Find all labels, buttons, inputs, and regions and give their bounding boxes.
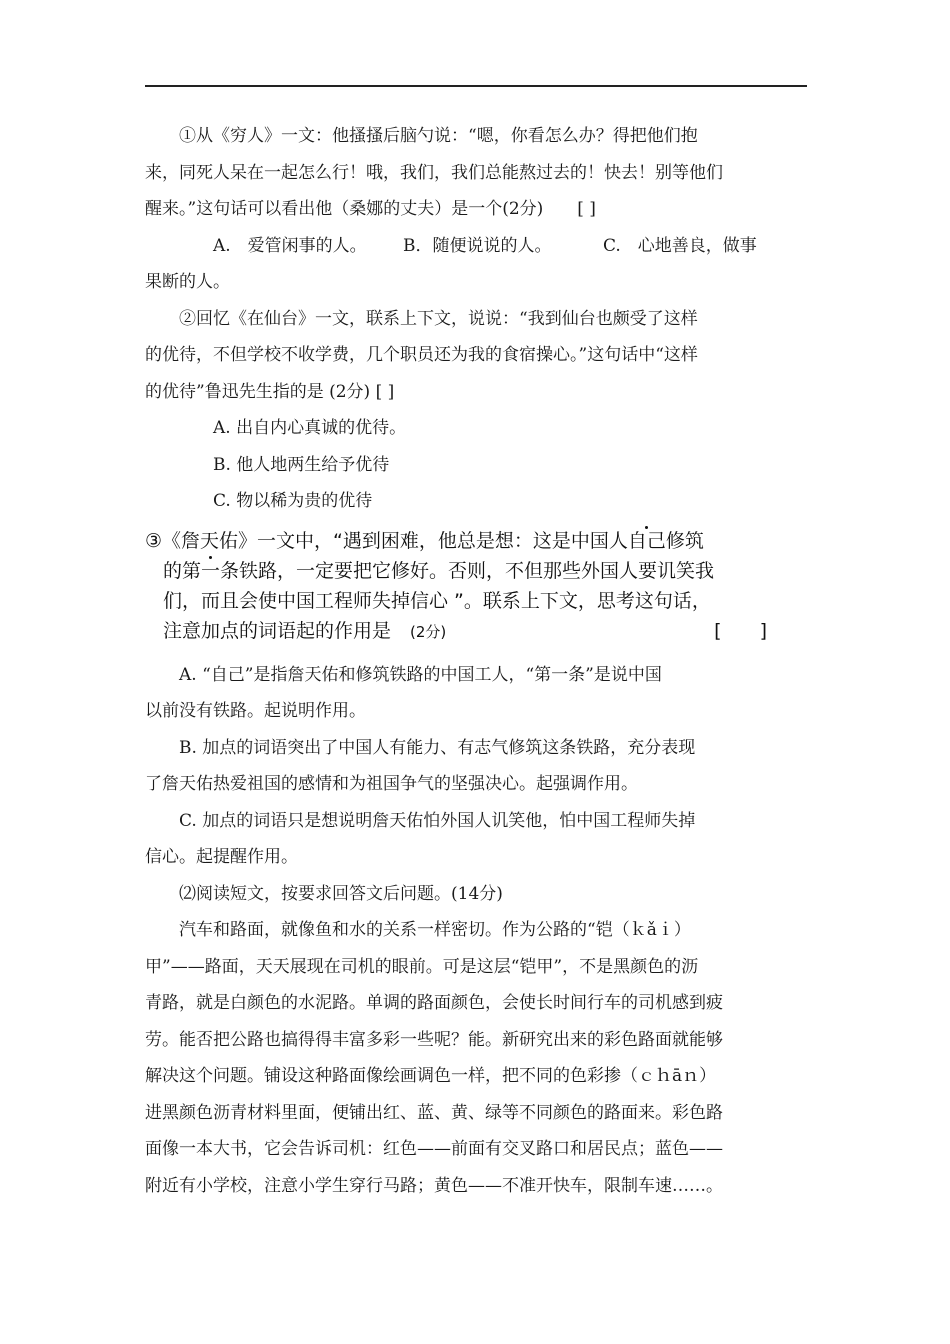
passage-line: 附近有小学校，注意小学生穿行马路；黄色——不准开快车，限制车速……。 — [145, 1175, 723, 1196]
passage-line: 解决这个问题。铺设这种路面像绘画调色一样，把不同的色彩掺（ｃｈāｎ） — [145, 1066, 717, 1086]
emphasis-dot-word: 自己 — [627, 529, 666, 552]
passage-line: 进黑颜色沥青材料里面，便铺出红、蓝、黄、绿等不同颜色的路面来。彩色路 — [145, 1102, 723, 1123]
q1-option-a: A. 爱管闲事的人。 — [213, 235, 367, 256]
q2-line: 的优待，不但学校不收学费，几个职员还为我的食宿操心。”这句话中“这样 — [145, 345, 698, 365]
q3-scanned-stem — [60, 526, 807, 647]
q2-line: 的优待”鲁迅先生指的是 (2分) [ ] — [145, 381, 395, 402]
header-rule — [145, 85, 807, 87]
passage-line: 青路，就是白颜色的水泥路。单调的路面颜色，会使长时间行车的司机感到疲 — [145, 993, 723, 1013]
passage-line: 汽车和路面，就像鱼和水的关系一样密切。作为公路的“铠（ｋǎｉ） — [179, 920, 691, 940]
q1-option-c-cont: 果断的人。 — [145, 272, 230, 292]
q2-option-b: B. 他人地两生给予优待 — [213, 454, 390, 475]
q1-options — [145, 228, 807, 265]
passage-line: 劳。能否把公路也搞得得丰富多彩一些呢？能。新研究出来的彩色路面就能够 — [145, 1029, 723, 1050]
emphasis-dot-word: 第一条 — [182, 559, 240, 582]
q2-option-a: A. 出自内心真诚的优待。 — [213, 418, 407, 438]
q2-line: ②回忆《在仙台》一文，联系上下文，说说：“我到仙台也颇受了这样 — [179, 308, 698, 329]
q3-option-b: B. 加点的词语突出了中国人有能力、有志气修筑这条铁路，充分表现 — [179, 737, 696, 758]
q3-option-a-cont: 以前没有铁路。起说明作用。 — [145, 701, 366, 721]
answer-bracket: [ ] — [714, 619, 767, 642]
q2-option-c: C. 物以稀为贵的优待 — [213, 491, 373, 511]
document-body — [145, 118, 807, 1204]
q3-stem-line: ③《詹天佑》一文中，“遇到困难，他总是想：这是中国人自己修筑 — [145, 529, 704, 552]
q1-line: 醒来。”这句话可以看出他（桑娜的丈夫）是一个(2分) [ ] — [145, 199, 596, 219]
q3-option-c: C. 加点的词语只是想说明詹天佑怕外国人讥笑他，怕中国工程师失掉 — [179, 810, 696, 831]
q1-line: 来，同死人呆在一起怎么行！哦，我们，我们总能熬过去的！快去！别等他们 — [145, 162, 723, 183]
section-heading: ⑵阅读短文，按要求回答文后问题。(14分) — [179, 883, 503, 904]
q1-option-b: B．随便说说的人。 — [403, 235, 552, 256]
q3-stem-line: 的第一条铁路，一定要把它修好。否则，不但那些外国人要讥笑我 — [163, 559, 715, 582]
q3-option-c-cont: 信心。起提醒作用。 — [145, 847, 298, 867]
q3-option-b-cont: 了詹天佑热爱祖国的感情和为祖国争气的坚强决心。起强调作用。 — [145, 774, 638, 794]
q3-option-a: A. “自己”是指詹天佑和修筑铁路的中国工人，“第一条”是说中国 — [179, 664, 662, 685]
q3-stem-line: 注意加点的词语起的作用是 (2分) [ ] — [145, 616, 807, 647]
q3-stem-line: 们，而且会使中国工程师失掉信心 ”。联系上下文，思考这句话， — [163, 589, 711, 612]
q1-option-c: C. 心地善良，做事 — [603, 235, 757, 256]
passage-line: 甲”——路面，天天展现在司机的眼前。可是这层“铠甲”，不是黑颜色的沥 — [145, 956, 699, 977]
q1-line: ①从《穷人》一文：他搔搔后脑勺说：“嗯，你看怎么办？得把他们抱 — [179, 126, 698, 146]
passage-line: 面像一本大书，它会告诉司机：红色——前面有交叉路口和居民点；蓝色—— — [145, 1139, 723, 1159]
q3-score: (2分) — [410, 622, 447, 641]
